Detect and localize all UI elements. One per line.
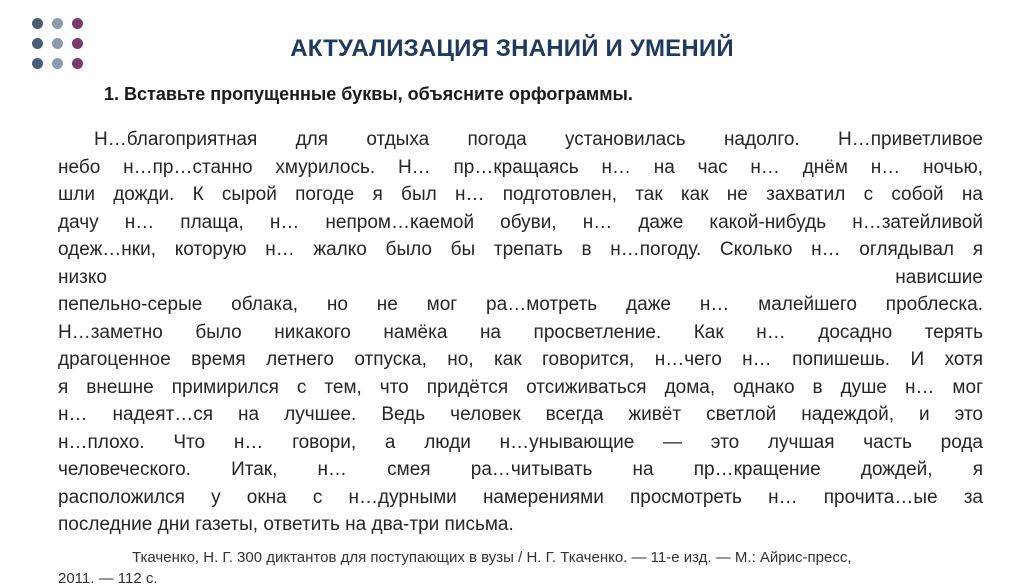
- text-line: небо н…пр…станно хмурилось. Н… пр…кращаясь н… на час н… днём н… ночью,: [58, 156, 983, 178]
- text-line: Н…заметно было никакого намёка на просветление. Как н… досадно терять: [58, 321, 983, 343]
- decorative-dot: [52, 18, 63, 29]
- decorative-dot: [32, 18, 43, 29]
- text-line: н… надеят…ся на лучшее. Ведь человек всегда живёт светлой надеждой, и это: [58, 404, 983, 425]
- source-citation-continued: 2011. — 112 с.: [58, 570, 158, 587]
- text-line: шли дожди. К сырой погоде я был н… подготовлен, так как не захватил с собой на: [58, 184, 983, 205]
- text-line: Н…благоприятная для отдыха погода установилась надолго. Н…приветливое: [94, 129, 983, 150]
- text-line: пепельно-серые облака, но не мог ра…мотреть даже н… малейшего проблеска.: [58, 294, 983, 315]
- source-citation: Ткаченко, Н. Г. 300 диктантов для поступающих в вузы / Н. Г. Ткаченко. — 11-е изд. — М.: Айрис-пресс,: [132, 549, 852, 566]
- text-line: низко нависшие: [58, 266, 983, 288]
- text-line: я внешне примирился с тем, что придётся отсиживаться дома, однако в душе н… мог: [58, 376, 983, 398]
- decorative-dot: [72, 18, 83, 29]
- text-line: расположился у окна с н…дурными намерениями просмотреть н… прочита…ые за: [58, 486, 983, 508]
- text-line: дачу н… плаща, н… непром…каемой обуви, н… даже какой-нибудь н…затейливой: [58, 211, 983, 233]
- task-instruction: 1. Вставьте пропущенные буквы, объясните орфограммы.: [104, 84, 633, 104]
- dictation-text: [58, 126, 983, 539]
- text-line: человеческого. Итак, н… смея ра…читывать на пр…кращение дождей, я: [58, 459, 983, 480]
- text-line: драгоценное время летнего отпуска, но, как говорится, н…чего н… попишешь. И хотя: [58, 349, 983, 370]
- text-line: одеж…нки, которую н… жалко было бы трепать в н…погоду. Сколько н… оглядывал я: [58, 239, 983, 260]
- slide-title: АКТУАЛИЗАЦИЯ ЗНАНИЙ И УМЕНИЙ: [290, 35, 734, 62]
- text-line: последние дни газеты, ответить на два-три письма.: [58, 514, 514, 535]
- text-line: н…плохо. Что н… говори, а люди н…унывающие — это лучшая часть рода: [58, 431, 983, 453]
